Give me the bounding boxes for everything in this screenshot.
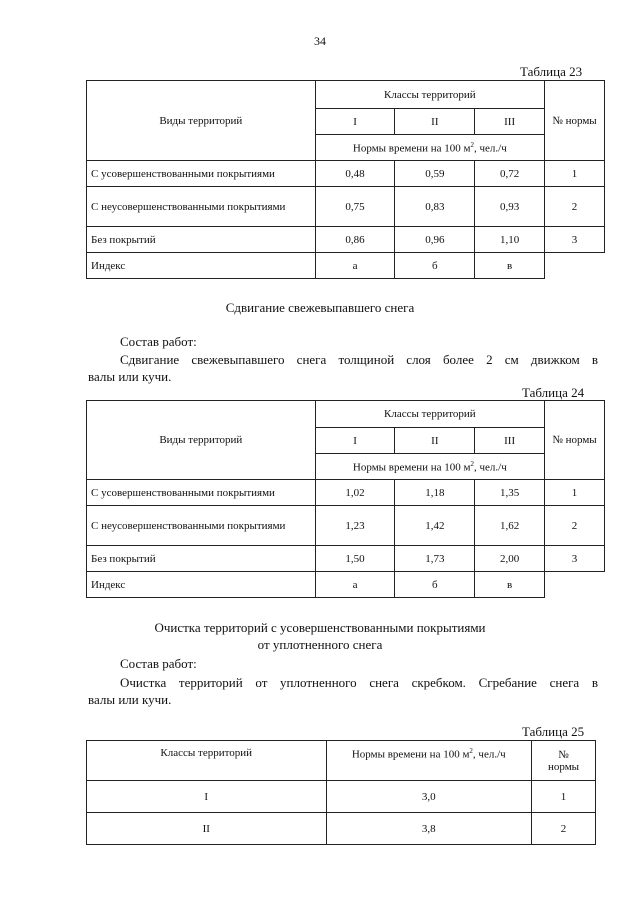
- cell-norm-no: 1: [545, 161, 605, 187]
- class-cell: II: [87, 813, 327, 845]
- header-norm-number: № нормы: [545, 81, 605, 161]
- work-description-line: Очистка территорий от уплотненного снега скребком. Сгребание снега в: [120, 675, 598, 690]
- header-norm-number: № нормы: [545, 401, 605, 480]
- cell-norm-no: 2: [532, 813, 596, 845]
- class-3-header: III: [475, 109, 545, 135]
- index-row: [87, 572, 605, 598]
- header-territory-types: Виды территорий: [87, 81, 316, 161]
- cell-value: 1,50: [315, 546, 395, 572]
- cell-value: 0,48: [315, 161, 395, 187]
- cell-value: 1,35: [475, 480, 545, 506]
- cell-value: 0,59: [395, 161, 475, 187]
- cell-value: 1,42: [395, 506, 475, 546]
- table-25-caption: Таблица 25: [522, 724, 585, 739]
- time-norms-header: Нормы времени на 100 $м^2$, чел./ч: [315, 135, 544, 161]
- class-3-header: III: [475, 428, 545, 454]
- index-value: а: [315, 253, 395, 279]
- table-row: [87, 781, 596, 813]
- row-name: Без покрытий: [87, 227, 316, 253]
- table-row: [87, 227, 605, 253]
- empty-cell: [545, 572, 605, 598]
- table-row: [87, 161, 605, 187]
- class-2-header: II: [395, 109, 475, 135]
- table-23-caption: Таблица 23: [520, 64, 583, 79]
- index-value: а: [315, 572, 395, 598]
- header-territory-classes: Классы территорий: [87, 741, 327, 781]
- section-heading: Сдвигание свежевыпавшего снега: [225, 300, 415, 315]
- cell-norm-no: 3: [545, 546, 605, 572]
- cell-norm-no: 2: [545, 506, 605, 546]
- class-2-header: II: [395, 428, 475, 454]
- cell-value: 2,00: [475, 546, 545, 572]
- index-value: б: [395, 572, 475, 598]
- work-composition-label: Состав работ:: [120, 334, 197, 349]
- cell-value: 0,93: [475, 187, 545, 227]
- header-territory-classes: Классы территорий: [315, 81, 544, 109]
- cell-value: 3,0: [326, 781, 532, 813]
- table-row: [87, 506, 605, 546]
- section-heading-line-2: от уплотненного снега: [257, 637, 383, 652]
- index-row: [87, 253, 605, 279]
- index-label: Индекс: [87, 253, 316, 279]
- cell-value: 1,23: [315, 506, 395, 546]
- cell-value: 0,96: [395, 227, 475, 253]
- row-name: С усовершенствованными покрытиями: [87, 480, 316, 506]
- class-1-header: I: [315, 428, 395, 454]
- table-row: [87, 546, 605, 572]
- cell-value: 0,83: [395, 187, 475, 227]
- class-1-header: I: [315, 109, 395, 135]
- section-heading-line-1: Очистка территорий с усовершенствованными покрытиями: [154, 620, 486, 635]
- cell-value: 1,18: [395, 480, 475, 506]
- index-value: в: [475, 253, 545, 279]
- table-23: [86, 80, 605, 279]
- header-territory-types: Виды территорий: [87, 401, 316, 480]
- cell-value: 1,02: [315, 480, 395, 506]
- table-24: [86, 400, 605, 598]
- table-24-caption: Таблица 24: [522, 385, 585, 400]
- table-row: [87, 480, 605, 506]
- cell-value: 0,72: [475, 161, 545, 187]
- table-row: [87, 813, 596, 845]
- row-name: Без покрытий: [87, 546, 316, 572]
- table-row: [87, 187, 605, 227]
- work-description-line: валы или кучи.: [88, 369, 172, 384]
- cell-norm-no: 1: [532, 781, 596, 813]
- cell-norm-no: 1: [545, 480, 605, 506]
- index-label: Индекс: [87, 572, 316, 598]
- time-norms-header: Нормы времени на 100 $м^2$, чел./ч: [315, 454, 544, 480]
- cell-value: 0,75: [315, 187, 395, 227]
- header-norm-number: № нормы: [532, 741, 596, 781]
- cell-value: 1,62: [475, 506, 545, 546]
- time-norms-header: Нормы времени на 100 $м^2$, чел./ч: [326, 741, 532, 781]
- index-value: в: [475, 572, 545, 598]
- page-number: 34: [314, 34, 326, 48]
- row-name: С усовершенствованными покрытиями: [87, 161, 316, 187]
- cell-value: 3,8: [326, 813, 532, 845]
- class-cell: I: [87, 781, 327, 813]
- work-description-line: Сдвигание свежевыпавшего снега толщиной слоя более 2 см движком в: [120, 352, 598, 367]
- cell-value: 1,10: [475, 227, 545, 253]
- work-description-line: валы или кучи.: [88, 692, 172, 707]
- row-name: С неусовершенствованными покрытиями: [87, 187, 316, 227]
- cell-norm-no: 2: [545, 187, 605, 227]
- cell-value: 0,86: [315, 227, 395, 253]
- cell-value: 1,73: [395, 546, 475, 572]
- index-value: б: [395, 253, 475, 279]
- cell-norm-no: 3: [545, 227, 605, 253]
- work-composition-label: Состав работ:: [120, 656, 197, 671]
- table-25: [86, 740, 596, 845]
- row-name: С неусовершенствованными покрытиями: [87, 506, 316, 546]
- empty-cell: [545, 253, 605, 279]
- header-territory-classes: Классы территорий: [315, 401, 544, 428]
